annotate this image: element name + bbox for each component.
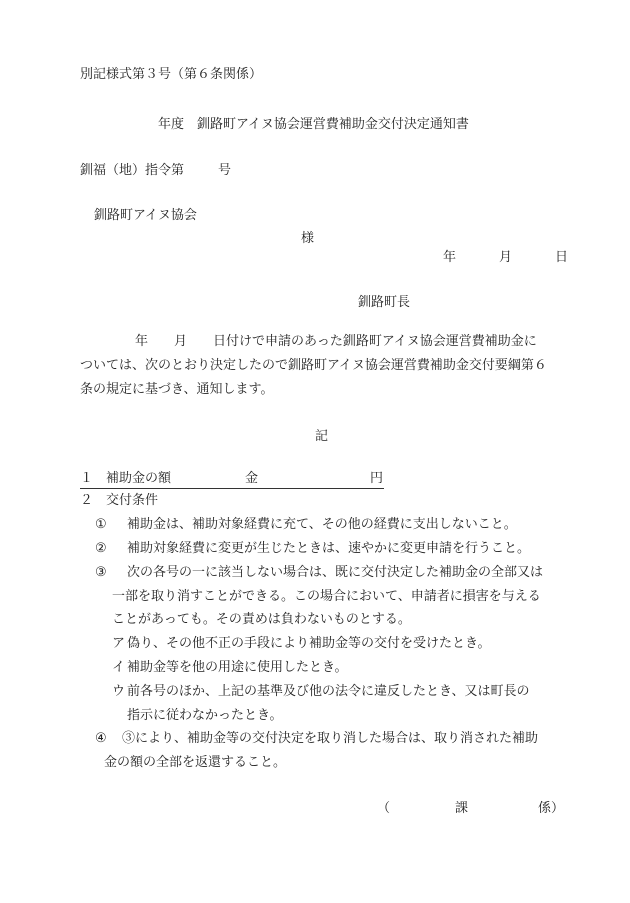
form-reference: 別記様式第３号（第６条関係） (80, 67, 263, 82)
addressee-honorific: 様 (301, 231, 315, 246)
condition-text: ③により、補助金等の交付決定を取り消した場合は、取り消された補助 (122, 731, 539, 746)
sub-item-mark: ウ (112, 684, 126, 699)
amount-yen: 円 (370, 471, 384, 486)
issuer: 釧路町長 (358, 295, 411, 310)
condition-mark: ① (95, 517, 107, 532)
item-amount (80, 470, 384, 489)
sub-item-text: 前各号のほか、上記の基準及び他の法令に違反したとき、又は町長の (127, 684, 530, 699)
condition-text: 補助対象経費に変更が生じたときは、速やかに変更申請を行うこと。 (127, 541, 531, 556)
body-line: 年 月 日付けで申請のあった釧路町アイヌ協会運営費補助金に (135, 334, 537, 349)
amount-kin: 金 (245, 471, 259, 486)
date-month: 月 (499, 250, 513, 265)
condition-text: 一部を取り消すことができる。この場合において、申請者に損害を与える (112, 589, 541, 604)
footer-open-paren: （ (377, 801, 391, 816)
footer-kakari: 係） (538, 801, 565, 816)
document-title: 年度 釧路町アイヌ協会運営費補助金交付決定通知書 (158, 117, 469, 132)
item-conditions-label: ２ 交付条件 (80, 493, 159, 508)
sub-item-mark: イ (112, 660, 126, 675)
instruction-suffix: 号 (218, 163, 232, 178)
instruction-number (80, 162, 232, 180)
instruction-prefix: 釧福（地）指令第 (80, 163, 185, 178)
sub-item-text: 偽り、その他不正の手段により補助金等の交付を受けたとき。 (127, 636, 491, 651)
ki-heading: 記 (315, 429, 329, 444)
condition-text: 金の額の全部を返還すること。 (104, 755, 287, 770)
sub-item-text: 補助金等を他の用途に使用したとき。 (127, 660, 348, 675)
condition-text: ことがあっても。その責めは負わないものとする。 (112, 612, 411, 627)
date-day: 日 (555, 250, 569, 265)
date-year: 年 (443, 250, 457, 265)
amount-label: １ 補助金の額 (80, 471, 172, 486)
condition-mark: ④ (95, 731, 107, 746)
condition-text: 補助金は、補助対象経費に充て、その他の経費に支出しないこと。 (127, 517, 517, 532)
addressee-name: 釧路町アイヌ協会 (94, 208, 197, 223)
condition-text: 次の各号の一に該当しない場合は、既に交付決定した補助金の全部又は (127, 565, 544, 580)
sub-item-mark: ア (112, 636, 126, 651)
footer-ka: 課 (455, 801, 469, 816)
condition-mark: ③ (95, 565, 107, 580)
sub-item-text: 指示に従わなかったとき。 (127, 708, 283, 723)
condition-mark: ② (95, 541, 107, 556)
body-line: 条の規定に基づき、通知します。 (80, 382, 274, 397)
body-line: ついては、次のとおり決定したので釧路町アイヌ協会運営費補助金交付要綱第６ (80, 358, 547, 373)
